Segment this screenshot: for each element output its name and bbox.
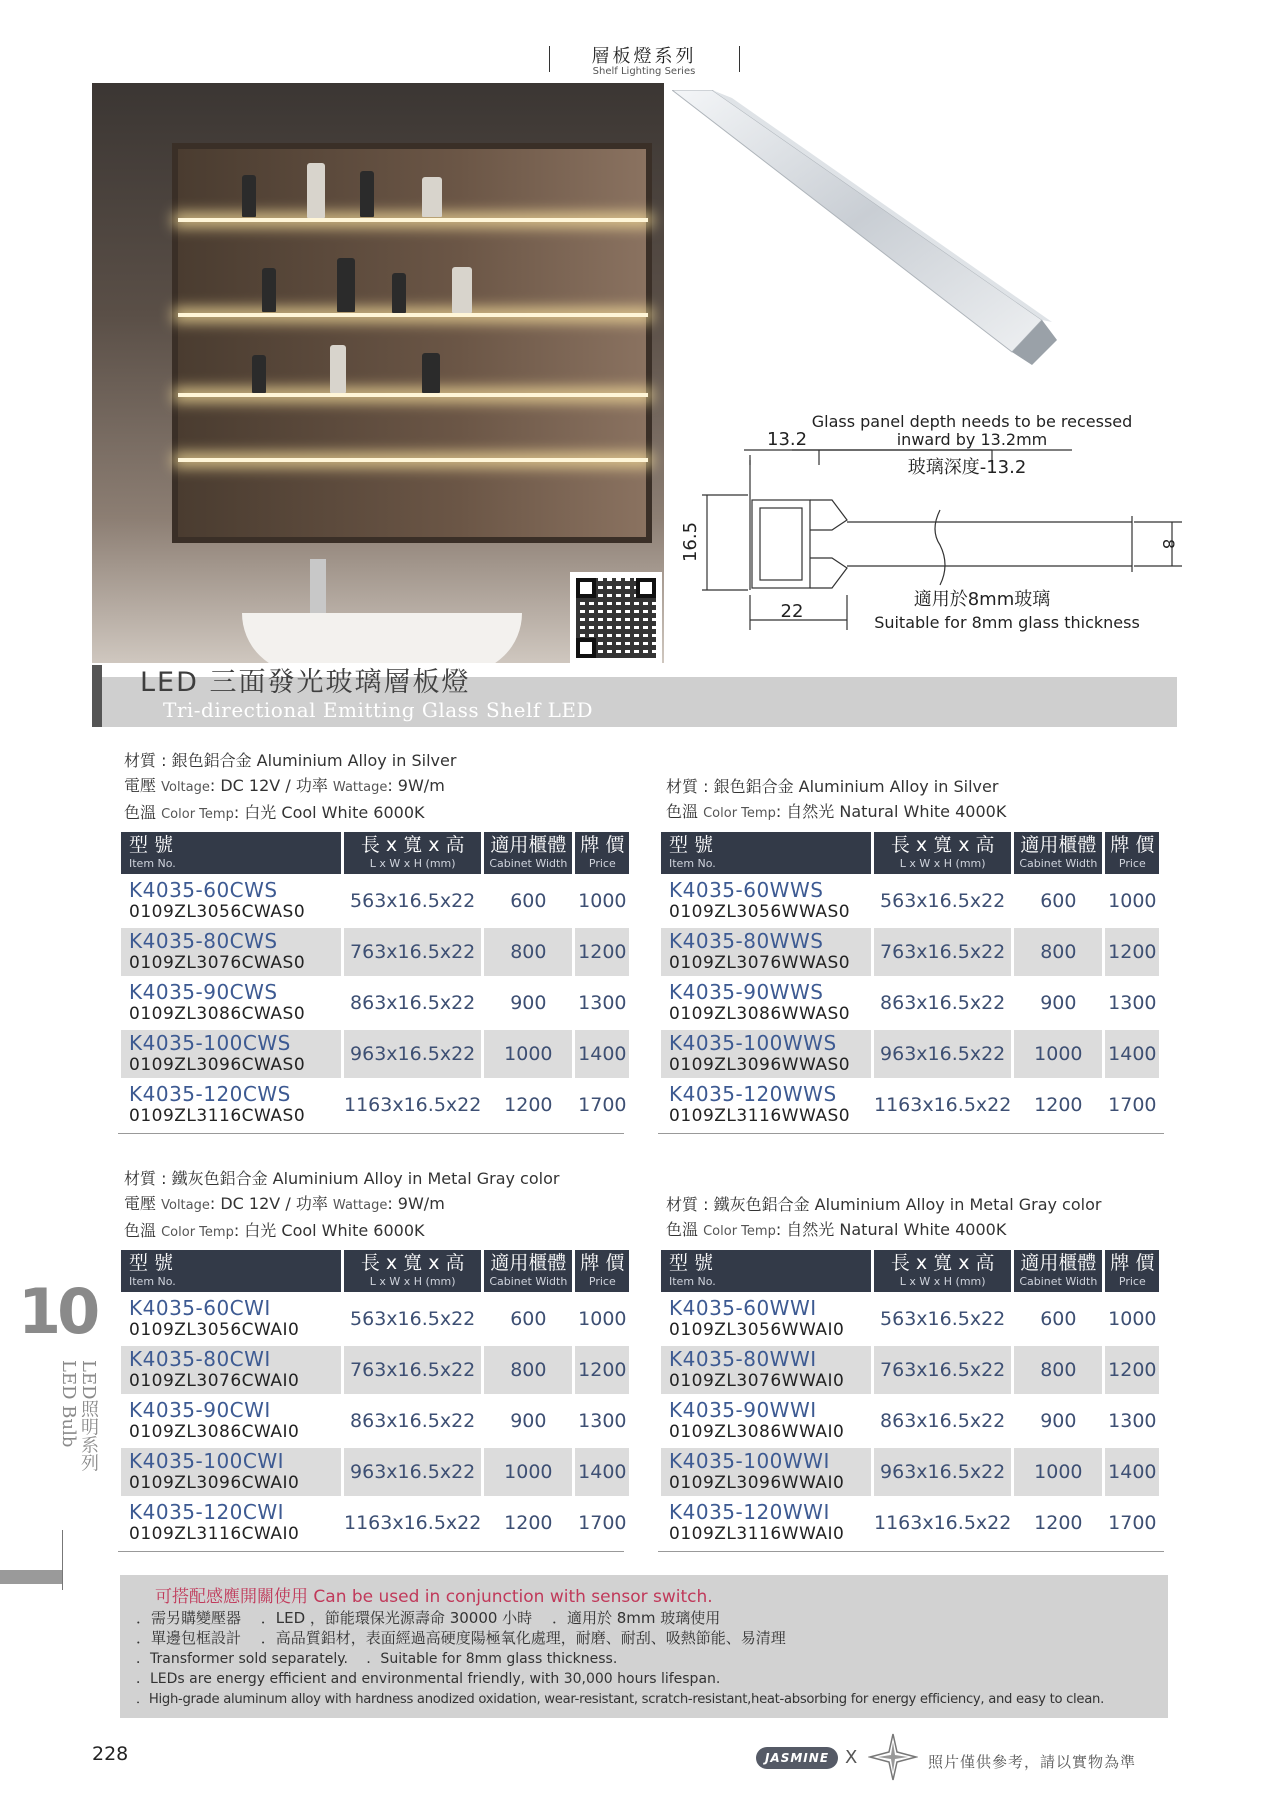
page-number: 228 <box>92 1743 129 1765</box>
spec-block-3 <box>124 1166 559 1245</box>
note-line: ．LEDs are energy efficient and environmental friendly, with 30,000 hours lifespan. <box>136 1671 721 1687</box>
table-row: K4035-90CWS 0109ZL3086CWAS0 863x16.5x22 900 1300 <box>129 980 627 1024</box>
photo-disclaimer: 照片僅供參考，請以實物為準 <box>928 1753 1137 1771</box>
material-line: 材質 : 鐵灰色鋁合金 Aluminium Alloy in Metal Gray color <box>666 1195 1102 1214</box>
table-row: K4035-60WWS 0109ZL3056WWAS0 563x16.5x22 600 1000 <box>669 878 1157 922</box>
material-line: 材質 : 銀色鋁合金 Aluminium Alloy in Silver <box>666 777 999 796</box>
temp-line: 色溫 Color Temp: 自然光 Natural White 4000K <box>666 1220 1007 1239</box>
table-row: K4035-100WWS 0109ZL3096WWAS0 963x16.5x22 1000 1400 <box>661 1030 1159 1078</box>
note-line: ．單邊包框設計 ．高品質鋁材，表面經過高硬度陽極氧化處理，耐磨、耐刮、吸熱節能、易清理 <box>136 1629 786 1647</box>
note-line: ．High-grade aluminum alloy with hardness anodized oxidation, wear-resistant, scratch-resistant,heat-absorbing for energy efficiency, and easy to clean. <box>136 1692 1104 1707</box>
star-logo-icon <box>868 1732 918 1782</box>
dim-glass: 8 <box>1159 538 1178 550</box>
temp-line: 色溫 Color Temp: 白光 Cool White 6000K <box>124 803 425 822</box>
table-row: K4035-80CWI 0109ZL3076CWAI0 763x16.5x22 800 1200 <box>121 1346 629 1394</box>
product-title-en: Tri-directional Emitting Glass Shelf LED <box>163 698 594 722</box>
header-divider-right <box>739 46 740 72</box>
brand-logo: JASMINE <box>756 1747 838 1769</box>
table-row: K4035-120WWS 0109ZL3116WWAS0 1163x16.5x22 1200 1700 <box>669 1082 1157 1126</box>
table-row: K4035-80WWI 0109ZL3076WWAI0 763x16.5x22 800 1200 <box>661 1346 1159 1394</box>
brand-x: X <box>845 1747 858 1768</box>
table-row: K4035-90WWS 0109ZL3086WWAS0 863x16.5x22 900 1300 <box>669 980 1157 1024</box>
table-row: K4035-100CWI 0109ZL3096CWAI0 963x16.5x22 1000 1400 <box>121 1448 629 1496</box>
table-header-row: 型 號 Item No. 長 x 寬 x 高 L x W x H (mm) 適用櫃體 Cabinet Width 牌 價 Price <box>661 1250 1159 1292</box>
series-title: 層板燈系列 <box>591 46 697 67</box>
table-header-row: 型 號 Item No. 長 x 寬 x 高 L x W x H (mm) 適用櫃體 Cabinet Width 牌 價 Price <box>121 1250 629 1292</box>
product-title-zh: LED 三面發光玻璃層板燈 <box>140 667 471 698</box>
series-subtitle: Shelf Lighting Series <box>592 66 696 77</box>
price-table-cool-gray <box>118 1247 632 1550</box>
qr-code[interactable] <box>570 572 662 664</box>
table-row: K4035-60CWS 0109ZL3056CWAS0 563x16.5x22 600 1000 <box>129 878 627 922</box>
table-rule <box>118 1551 624 1552</box>
price-table-natural-silver <box>658 829 1162 1132</box>
recess-note-en-1: Glass panel depth needs to be recessed <box>811 412 1133 431</box>
table-row: K4035-90WWI 0109ZL3086WWAI0 863x16.5x22 900 1300 <box>669 1398 1157 1442</box>
table-row: K4035-80WWS 0109ZL3076WWAS0 763x16.5x22 800 1200 <box>661 928 1159 976</box>
chapter-rule <box>62 1530 63 1590</box>
temp-line: 色溫 Color Temp: 自然光 Natural White 4000K <box>666 802 1007 821</box>
price-table-cool-silver <box>118 829 632 1132</box>
table-row: K4035-100WWI 0109ZL3096WWAI0 963x16.5x22 1000 1400 <box>661 1448 1159 1496</box>
dim-width: 22 <box>780 601 804 622</box>
price-table-natural-gray <box>658 1247 1162 1550</box>
temp-line: 色溫 Color Temp: 白光 Cool White 6000K <box>124 1221 425 1240</box>
table-row: K4035-60CWI 0109ZL3056CWAI0 563x16.5x22 600 1000 <box>129 1296 627 1340</box>
material-line: 材質 : 銀色鋁合金 Aluminium Alloy in Silver <box>124 751 457 770</box>
profile-diagram <box>672 90 1192 650</box>
table-row: K4035-90CWI 0109ZL3086CWAI0 863x16.5x22 900 1300 <box>129 1398 627 1442</box>
table-row: K4035-80CWS 0109ZL3076CWAS0 763x16.5x22 800 1200 <box>121 928 629 976</box>
dim-recess: 13.2 <box>767 429 808 450</box>
chapter-label: LED照明系列 LED Bulb <box>58 1360 99 1472</box>
notes-heading: 可搭配感應開關使用 Can be used in conjunction with sensor switch. <box>155 1587 713 1607</box>
power-line: 電壓 Voltage: DC 12V / 功率 Wattage: 9W/m <box>124 776 445 795</box>
table-row: K4035-120WWI 0109ZL3116WWAI0 1163x16.5x22 1200 1700 <box>669 1500 1157 1544</box>
table-header-row: 型 號 Item No. 長 x 寬 x 高 L x W x H (mm) 適用櫃體 Cabinet Width 牌 價 Price <box>661 832 1159 874</box>
note-line: ．Transformer sold separately. ．Suitable for 8mm glass thickness. <box>136 1651 618 1667</box>
table-rule <box>658 1551 1164 1552</box>
table-row: K4035-120CWI 0109ZL3116CWAI0 1163x16.5x22 1200 1700 <box>129 1500 627 1544</box>
chapter-number: 10 <box>18 1275 97 1348</box>
material-line: 材質 : 鐵灰色鋁合金 Aluminium Alloy in Metal Gray color <box>124 1169 560 1188</box>
title-band-tab <box>92 665 102 727</box>
recess-note-en-2: inward by 13.2mm <box>896 430 1048 449</box>
spec-block-1 <box>124 748 456 827</box>
spec-block-4 <box>666 1192 1101 1244</box>
table-row: K4035-120CWS 0109ZL3116CWAS0 1163x16.5x22 1200 1700 <box>129 1082 627 1126</box>
header-divider-left <box>549 46 550 72</box>
dim-height: 16.5 <box>680 521 701 563</box>
spec-block-2 <box>666 774 1006 826</box>
table-rule <box>118 1133 624 1134</box>
note-line: ．需另購變壓器 ．LED ，節能環保光源壽命 30000 小時 ．適用於 8mm 玻璃使用 <box>136 1609 721 1627</box>
glass-note-en: Suitable for 8mm glass thickness <box>874 613 1140 632</box>
table-rule <box>658 1133 1164 1134</box>
power-line: 電壓 Voltage: DC 12V / 功率 Wattage: 9W/m <box>124 1194 445 1213</box>
chapter-bar <box>0 1570 62 1584</box>
glass-note-zh: 適用於8mm玻璃 <box>913 589 1051 610</box>
recess-note-zh: 玻璃深度-13.2 <box>907 457 1027 478</box>
table-row: K4035-60WWI 0109ZL3056WWAI0 563x16.5x22 600 1000 <box>669 1296 1157 1340</box>
table-header-row: 型 號 Item No. 長 x 寬 x 高 L x W x H (mm) 適用櫃體 Cabinet Width 牌 價 Price <box>121 832 629 874</box>
table-row: K4035-100CWS 0109ZL3096CWAS0 963x16.5x22 1000 1400 <box>121 1030 629 1078</box>
